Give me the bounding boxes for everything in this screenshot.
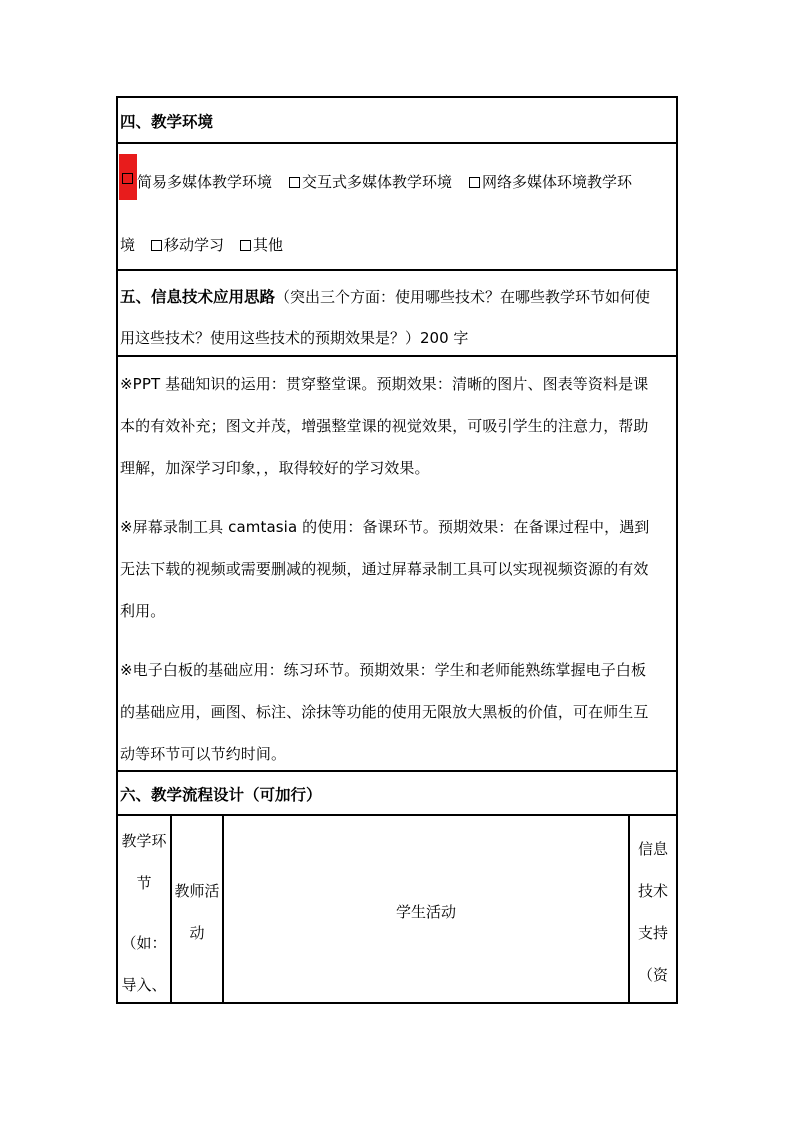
env-option-mobile-learning[interactable]: 移动学习 [164,236,225,254]
col-text: 学生活动 [395,903,456,921]
col-text: （如： [121,934,167,952]
section-5-title: 五、信息技术应用思路 [120,288,276,306]
col-student-activity [224,816,630,1002]
env-option-simple-multimedia[interactable]: 简易多媒体教学环境 [137,173,273,191]
checkbox-icon[interactable] [151,240,162,251]
body-line: 无法下载的视频或需要删减的视频，通过屏幕录制工具可以实现视频资源的有效 [120,560,649,578]
section-6-heading [118,772,676,816]
body-line: 本的有效补充；图文并茂，增强整堂课的视觉效果，可吸引学生的注意力，帮助 [120,417,649,435]
section-5-line-2: 用这些技术？使用这些技术的预期效果是？）200 字 [120,329,469,347]
col-text: 教师活 [174,882,220,900]
section-5-note-1: （突出三个方面：使用哪些技术？在哪些教学环节如何使 [275,288,651,306]
env-option-other[interactable]: 其他 [253,236,284,254]
checkbox-icon[interactable] [289,177,300,188]
section-5-body [118,357,676,772]
body-line: ※PPT 基础知识的运用：贯穿整堂课。预期效果：清晰的图片、图表等资料是课 [120,375,649,393]
col-text: 技术 [637,882,668,900]
col-text: 教学环 [121,832,167,850]
checkbox-icon[interactable] [469,177,480,188]
section-5-line-1 [120,285,650,307]
env-option-network-multimedia-cont: 境 [120,236,136,254]
col-it-support [630,816,676,1002]
col-text: （资 [637,966,668,984]
body-line: 理解，加深学习印象，，取得较好的学习效果。 [120,459,430,477]
teaching-environment-options [118,144,676,271]
section-4-heading [118,98,676,144]
checkbox-icon[interactable] [240,240,251,251]
section-4-title: 四、教学环境 [120,113,214,131]
body-line: 的基础应用，画图、标注、涂抹等功能的使用无限放大黑板的价值，可在师生互 [120,703,649,721]
body-line: 动等环节可以节约时间。 [120,745,287,763]
col-text: 导入、 [121,976,167,994]
section-5-heading [118,271,676,357]
section-6-title: 六、教学流程设计（可加行） [120,786,322,804]
col-text: 支持 [637,924,668,942]
lesson-plan-table [116,96,678,1004]
env-option-network-multimedia[interactable]: 网络多媒体环境教学环 [482,173,633,191]
env-option-interactive-multimedia[interactable]: 交互式多媒体教学环境 [302,173,453,191]
body-line: 利用。 [120,602,166,620]
col-teaching-stage [118,816,172,1002]
teaching-flow-header-row [118,816,676,1002]
col-text: 信息 [637,840,668,858]
body-line: ※屏幕录制工具 camtasia 的使用：备课环节。预期效果：在备课过程中，遇到 [120,518,650,536]
col-text: 节 [136,874,152,892]
env-options-line-2 [120,234,283,255]
col-teacher-activity [172,816,224,1002]
body-line: ※电子白板的基础应用：练习环节。预期效果：学生和老师能熟练掌握电子白板 [120,661,647,679]
col-text: 动 [189,924,205,942]
env-options-line-1 [120,171,632,192]
